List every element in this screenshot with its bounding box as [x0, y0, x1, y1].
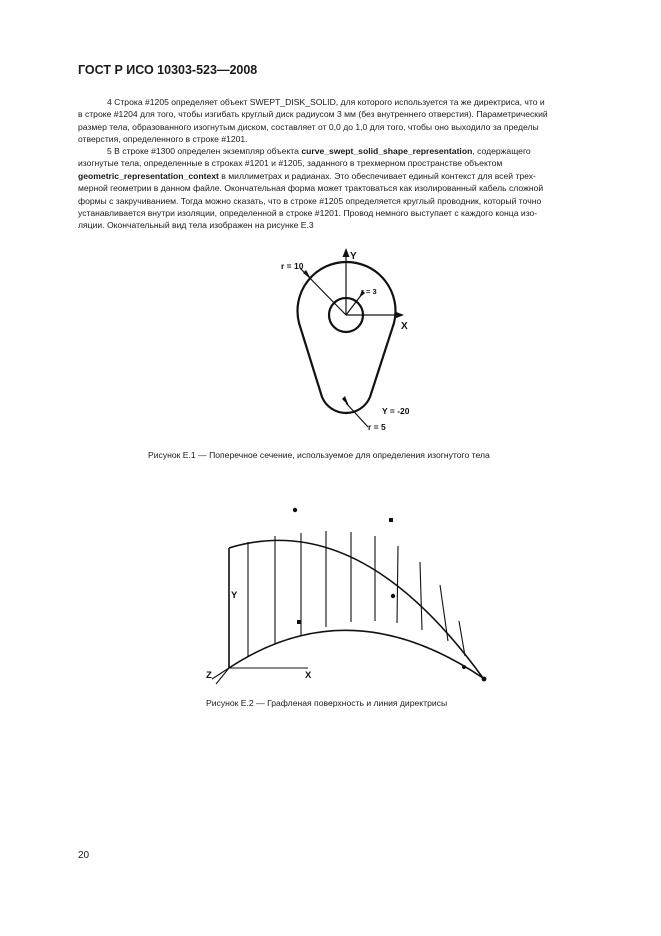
x-axis-label: X [401, 321, 408, 332]
y-axis-label: Y [350, 251, 357, 262]
paragraph-5-line-2: изогнутые тела, определенные в строках #1201 и #1205, заданного в трехмерном пространстве объектом [78, 158, 503, 169]
directrix-point [297, 620, 301, 624]
r5-label: r = 5 [368, 422, 386, 432]
y-minus-20-label: Y = -20 [382, 406, 410, 416]
upper-curve [229, 540, 483, 678]
y-axis-arrow [343, 248, 350, 257]
paragraph-5-line-7: ляции. Окончательный вид тела изображен на рисунке Е.3 [78, 220, 314, 231]
x-axis-label: X [305, 670, 312, 681]
paragraph-5-text: , содержащего [472, 146, 531, 156]
y-axis-label: Y [231, 590, 238, 601]
r10-arrow [303, 270, 311, 279]
r5-arrow [342, 396, 349, 406]
paragraph-4-line-4: отверстия, определенного в строке #1201. [78, 134, 248, 145]
paragraph-5-text: в миллиметрах и радианах. Это обеспечивает единый контекст для всей трех- [218, 170, 536, 181]
z-axis-2 [216, 668, 229, 684]
paragraph-4 [78, 96, 614, 146]
figure-2-caption: Рисунок Е.2 — Графленая поверхность и линия директрисы [206, 698, 448, 708]
paragraph-5-line-6: устанавливается внутри изоляции, определенной в строке #1201. Провод немного выступает с каждого конца изо- [78, 208, 538, 219]
entity-name-swept-shape: curve_swept_solid_shape_representation [301, 146, 473, 156]
z-axis [212, 668, 229, 679]
paragraph-5 [78, 145, 614, 232]
paragraph-4-line-1: 4 Строка #1205 определяет объект SWEPT_DISK_SOLID, для которого используется та же директриса, что и [107, 97, 545, 107]
entity-name-context: geometric_representation_context [78, 170, 219, 181]
paragraph-5-line-4: мерной геометрии в данном файле. Окончательная форма может трактоваться как изолированный кабель сложной [78, 183, 544, 194]
paragraph-5-text: 5 В строке #1300 определен экземпляр объекта [107, 146, 302, 156]
directrix-point [389, 518, 393, 522]
figure-1-caption: Рисунок Е.1 — Поперечное сечение, используемое для определения изогнутого тела [148, 450, 490, 460]
z-axis-label: Z [206, 670, 212, 681]
x-axis-arrow [395, 312, 404, 319]
lower-curve [229, 630, 483, 678]
directrix-point [391, 594, 395, 598]
figure-2-ruled-surface [200, 498, 500, 688]
figure-1-cross-section [270, 245, 430, 435]
page-number: 20 [78, 850, 90, 861]
directrix-point [462, 665, 466, 669]
directrix-point [293, 508, 297, 512]
paragraph-4-line-3: размер тела, образованного изогнутым диском, составляет от 0,0 до 1,0 для того, чтобы оно выходило за пределы [78, 121, 539, 132]
ruling-lines [248, 531, 465, 657]
paragraph-5-line-5: формы с закручиванием. Тогда можно сказать, что в строке #1205 определяется круглый проводник, который точно [78, 195, 542, 206]
r3-label: r = 3 [361, 287, 377, 296]
paragraph-5-line-3 [78, 170, 614, 182]
r10-label: r = 10 [281, 261, 304, 271]
directrix-end-point [482, 677, 487, 682]
document-header: ГОСТ Р ИСО 10303-523—2008 [78, 63, 258, 77]
paragraph-4-line-2: в строке #1204 для того, чтобы изгибать круглый диск радиусом 3 мм (без внутреннего отверстия). Параметрический [78, 109, 548, 120]
paragraph-5-line-1 [78, 145, 614, 157]
